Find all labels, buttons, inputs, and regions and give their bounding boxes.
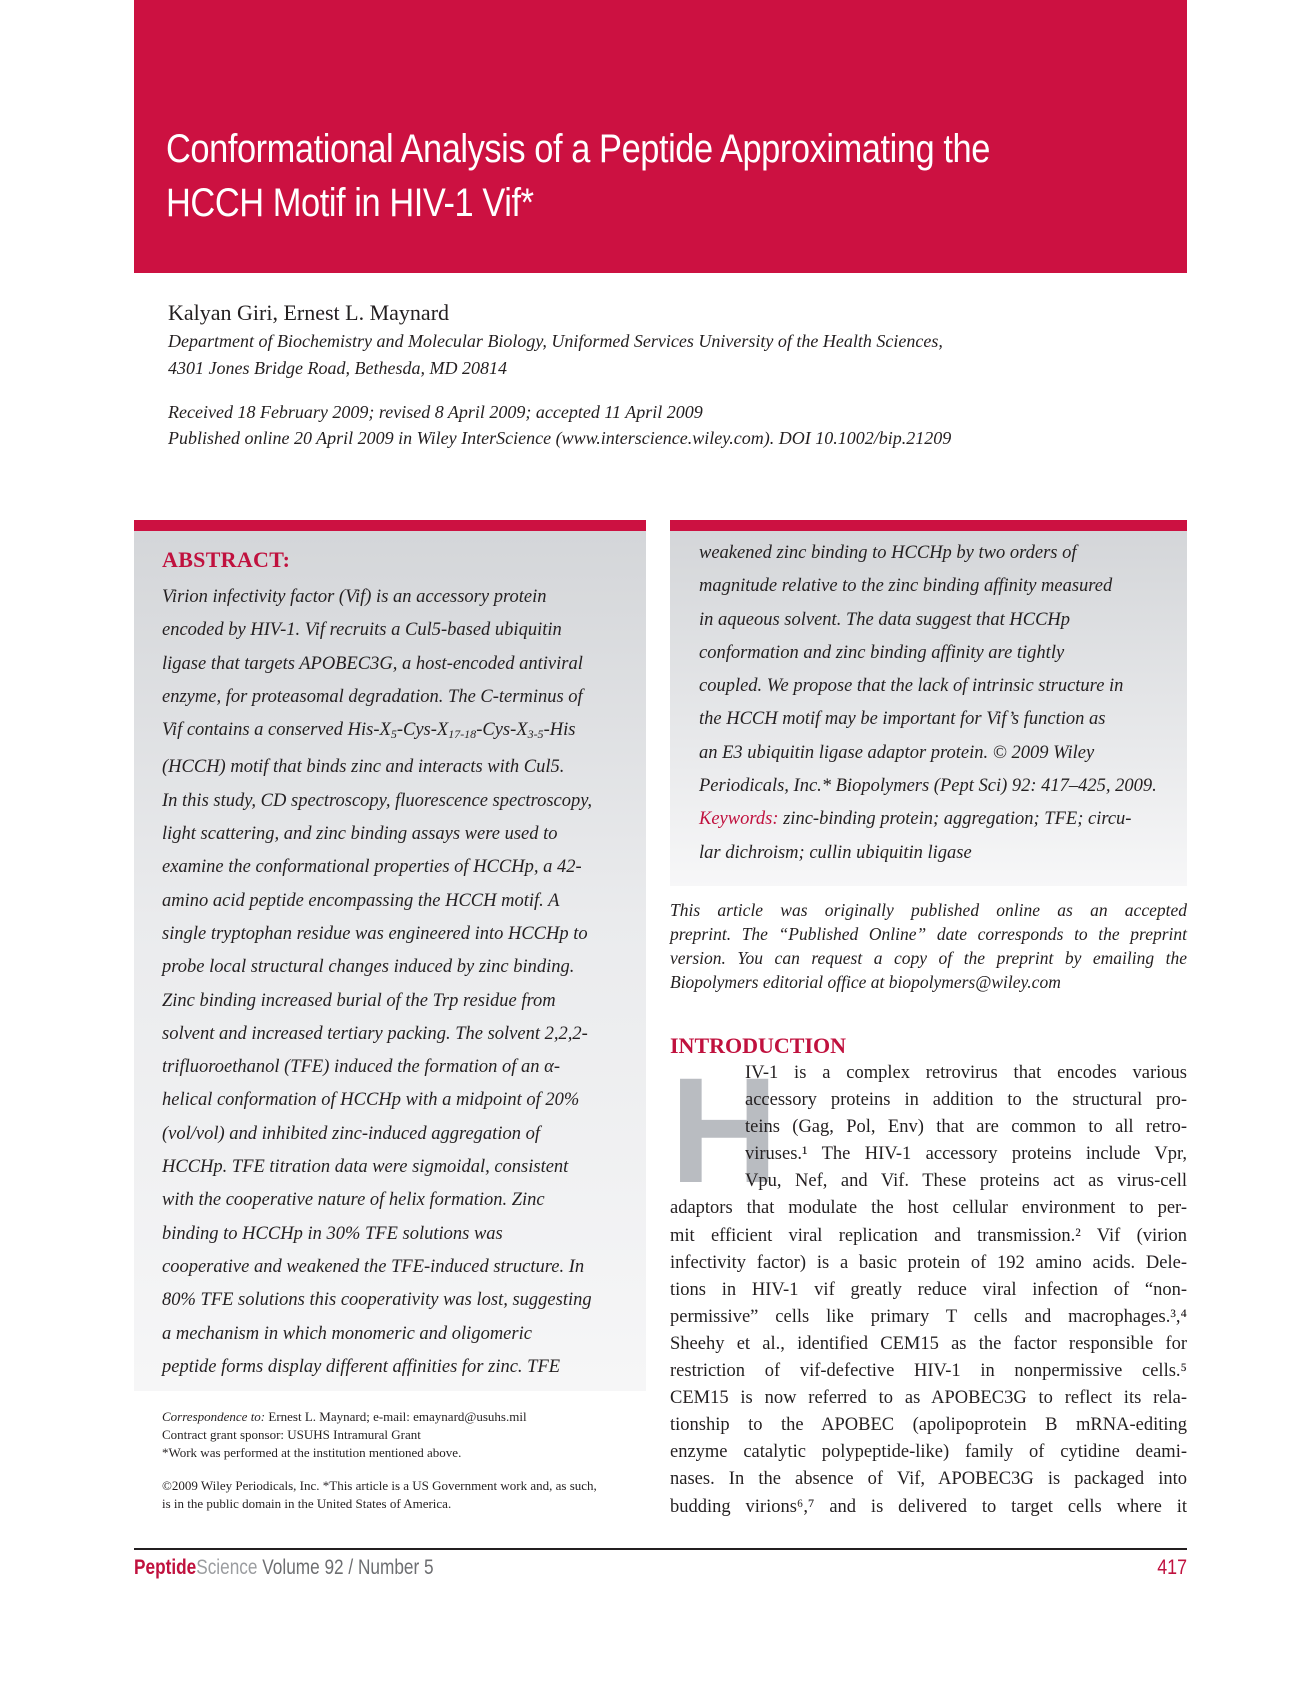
- intro-line: accessory proteins in addition to the structural pro-: [745, 1090, 1187, 1111]
- abstract-line: the HCCH motif may be important for Vif’s function as: [699, 709, 1106, 730]
- copyright-line-1: ©2009 Wiley Periodicals, Inc. *This article is a US Government work and, as such,: [162, 1478, 597, 1493]
- journal-name-peptide: Peptide: [134, 1556, 197, 1579]
- intro-line: Vpu, Nef, and Vif. These proteins act as virus-cell: [745, 1171, 1187, 1192]
- abstract-line-motif: Vif contains a conserved His-$X_5-Cys-X_{17-18}-Cys-X_{3-5}$-His: [162, 720, 576, 742]
- abstract-line: Virion infectivity factor (Vif) is an accessory protein: [162, 587, 547, 607]
- abstract-line: enzyme, for proteasomal degradation. The C-terminus of: [162, 686, 583, 707]
- keywords-line-2: lar dichroism; cullin ubiquitin ligase: [699, 842, 972, 863]
- abstract-line: magnitude relative to the zinc binding affinity measured: [699, 576, 1113, 597]
- abstract-line: solvent and increased tertiary packing. The solvent 2,2,2-: [162, 1023, 588, 1044]
- drop-cap: H: [670, 1046, 779, 1214]
- published-online: Published online 20 April 2009 in Wiley InterScience (www.interscience.wiley.com). DOI 10.1002/bip.21209: [168, 428, 952, 448]
- correspondence-text: Ernest L. Maynard; e-mail: emaynard@usuhs.mil: [265, 1409, 527, 1424]
- introduction-body: [670, 1046, 1187, 1521]
- abstract-line: cooperative and weakened the TFE-induced structure. In: [162, 1256, 585, 1277]
- introduction-heading: INTRODUCTION: [670, 1033, 847, 1058]
- abstract-continued: [699, 537, 1179, 870]
- abstract-line: an E3 ubiquitin ligase adaptor protein. © 2009 Wiley: [699, 742, 1095, 763]
- abstract-line: light scattering, and zinc binding assays were used to: [162, 824, 558, 845]
- abstract-line: conformation and zinc binding affinity are tightly: [699, 642, 1065, 663]
- keywords-label: Keywords:: [699, 809, 779, 830]
- title-line-2: HCCH Motif in HIV-1 Vif*: [166, 181, 534, 225]
- abstract-line: a mechanism in which monomeric and oligomeric: [162, 1323, 532, 1344]
- intro-line: infectivity factor) is a basic protein of 192 amino acids. Dele-: [670, 1252, 1187, 1273]
- abstract-line: ligase that targets APOBEC3G, a host-encoded antiviral: [162, 653, 583, 674]
- intro-line: Sheehy et al., identified CEM15 as the factor responsible for: [670, 1333, 1187, 1354]
- intro-line: enzyme catalytic polypeptide-like) family of cytidine deami-: [670, 1442, 1187, 1463]
- abstract-line: with the cooperative nature of helix formation. Zinc: [162, 1190, 545, 1211]
- abstract-line: encoded by HIV-1. Vif recruits a Cul5-based ubiquitin: [162, 620, 562, 641]
- abstract-line: (HCCH) motif that binds zinc and interacts with Cul5.: [162, 757, 565, 778]
- note-line: This article was originally published online as an accepted: [670, 900, 1187, 920]
- author-list: Kalyan Giri, Ernest L. Maynard: [168, 300, 450, 325]
- correspondence-block: [162, 1408, 652, 1462]
- note-line: Biopolymers editorial office at biopolymers@wiley.com: [670, 972, 1061, 992]
- footer-rule: [134, 1548, 1187, 1550]
- page-number: 417: [1157, 1556, 1187, 1579]
- intro-line: permissive” cells like primary T cells and macrophages.³,⁴: [670, 1306, 1187, 1327]
- intro-line: restriction of vif-defective HIV-1 in nonpermissive cells.⁵: [670, 1361, 1187, 1382]
- abstract-line: coupled. We propose that the lack of intrinsic structure in: [699, 676, 1124, 697]
- abstract-line: In this study, CD spectroscopy, fluorescence spectroscopy,: [162, 790, 593, 811]
- received-dates: Received 18 February 2009; revised 8 April 2009; accepted 11 April 2009: [168, 402, 703, 422]
- intro-line: nases. In the absence of Vif, APOBEC3G is packaged into: [670, 1469, 1187, 1490]
- intro-line: tionship to the APOBEC (apolipoprotein B mRNA-editing: [670, 1415, 1187, 1436]
- publication-dates: [168, 399, 1118, 451]
- abstract-line: Zinc binding increased burial of the Trp residue from: [162, 990, 556, 1011]
- preprint-note: [670, 898, 1187, 994]
- work-note: *Work was performed at the institution mentioned above.: [162, 1445, 462, 1460]
- abstract-line: helical conformation of HCCHp with a midpoint of 20%: [162, 1090, 580, 1111]
- journal-footer: [134, 1556, 434, 1580]
- abstract-line: trifluoroethanol (TFE) induced the formation of an α-: [162, 1057, 561, 1078]
- abstract-line: single tryptophan residue was engineered into HCCHp to: [162, 923, 588, 944]
- intro-line: tions in HIV-1 vif greatly reduce viral infection of “non-: [670, 1279, 1187, 1300]
- note-line: version. You can request a copy of the preprint by emailing the: [670, 948, 1187, 968]
- keywords-text: zinc-binding protein; aggregation; TFE; circu-: [778, 809, 1132, 830]
- intro-line: CEM15 is now referred to as APOBEC3G to reflect its rela-: [670, 1388, 1187, 1409]
- affiliation-line-1: Department of Biochemistry and Molecular Biology, Uniformed Services University of the Health Sciences,: [168, 331, 943, 351]
- keywords-line: [699, 803, 1179, 836]
- abstract-heading: ABSTRACT:: [162, 547, 291, 572]
- intro-line: teins (Gag, Pol, Env) that are common to all retro-: [745, 1117, 1187, 1138]
- intro-line: mit efficient viral replication and transmission.² Vif (virion: [670, 1225, 1187, 1246]
- abstract-line: Periodicals, Inc.* Biopolymers (Pept Sci) 92: 417–425, 2009.: [699, 776, 1157, 797]
- affiliation: [168, 328, 1088, 382]
- affiliation-line-2: 4301 Jones Bridge Road, Bethesda, MD 20814: [168, 358, 507, 378]
- abstract-line: binding to HCCHp in 30% TFE solutions was: [162, 1223, 503, 1244]
- intro-line: budding virions⁶,⁷ and is delivered to target cells where it: [670, 1496, 1187, 1517]
- note-line: preprint. The “Published Online” date corresponds to the preprint: [670, 924, 1187, 944]
- abstract-line: weakened zinc binding to HCCHp by two orders of: [699, 543, 1077, 563]
- abstract-body: [162, 581, 632, 1384]
- intro-line: viruses.¹ The HIV-1 accessory proteins include Vpr,: [745, 1144, 1187, 1165]
- abstract-line: probe local structural changes induced by zinc binding.: [162, 957, 575, 978]
- abstract-line: in aqueous solvent. The data suggest that HCCHp: [699, 609, 1071, 630]
- grant-sponsor: Contract grant sponsor: USUHS Intramural Grant: [162, 1427, 421, 1442]
- abstract-line: (vol/vol) and inhibited zinc-induced aggregation of: [162, 1123, 540, 1144]
- abstract-line: amino acid peptide encompassing the HCCH motif. A: [162, 890, 560, 911]
- abstract-line: peptide forms display different affinities for zinc. TFE: [162, 1356, 561, 1377]
- abstract-line: HCCHp. TFE titration data were sigmoidal, consistent: [162, 1157, 569, 1178]
- copyright-block: [162, 1477, 652, 1513]
- article-title: [166, 122, 1009, 230]
- intro-line: IV-1 is a complex retrovirus that encodes various: [745, 1063, 1187, 1083]
- abstract-line: 80% TFE solutions this cooperativity was lost, suggesting: [162, 1290, 592, 1311]
- title-banner: [134, 0, 1187, 273]
- copyright-line-2: is in the public domain in the United States of America.: [162, 1496, 452, 1511]
- title-line-1: Conformational Analysis of a Peptide Approximating the: [166, 127, 990, 171]
- correspondence-label: Correspondence to:: [162, 1409, 266, 1424]
- correspondence-line: [162, 1408, 652, 1426]
- journal-name-science: Science: [196, 1556, 258, 1579]
- abstract-line: examine the conformational properties of HCCHp, a 42-: [162, 857, 582, 878]
- intro-line: adaptors that modulate the host cellular environment to per-: [670, 1198, 1187, 1219]
- volume-number: Volume 92 / Number 5: [257, 1556, 434, 1579]
